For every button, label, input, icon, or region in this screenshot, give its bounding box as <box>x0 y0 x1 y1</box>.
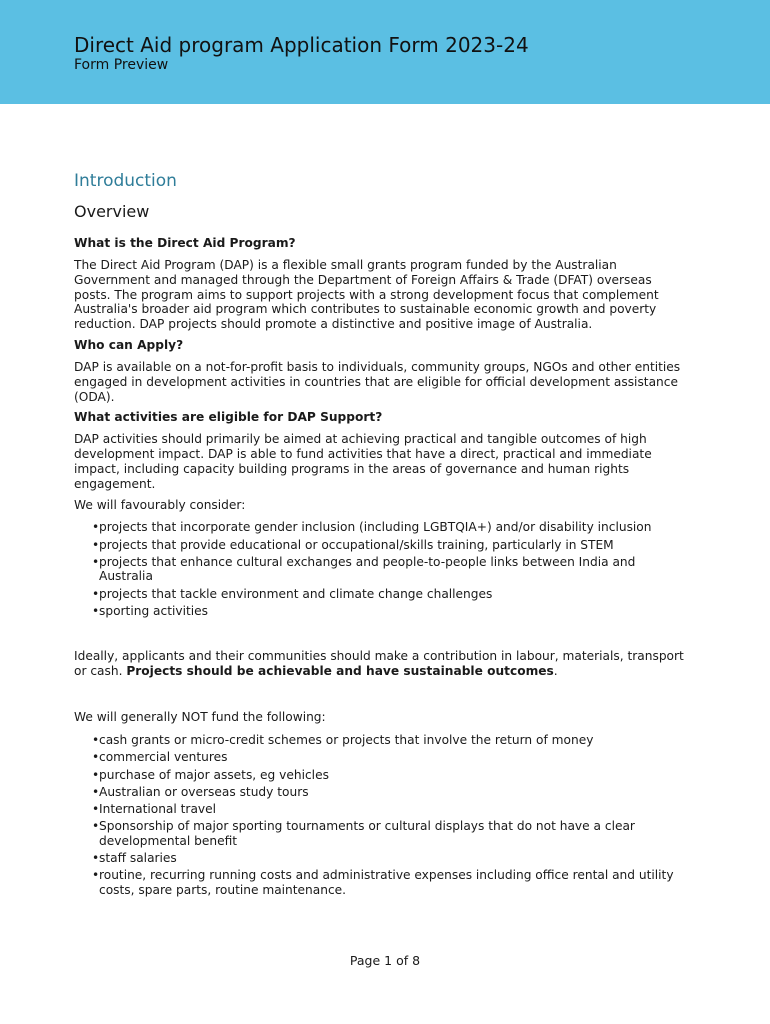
list-item <box>93 851 684 866</box>
bullet-icon: • <box>92 520 100 535</box>
list-item-text: projects that tackle environment and climate change challenges <box>99 586 493 601</box>
list-item <box>93 750 684 765</box>
question-heading-eligible-activities: What activities are eligible for DAP Support? <box>74 410 383 425</box>
list-item-text: projects that provide educational or occupational/skills training, particularly in STEM <box>99 537 614 552</box>
question-heading-what-is-dap: What is the Direct Aid Program? <box>74 236 296 250</box>
bullet-icon: • <box>92 868 100 883</box>
list-item <box>93 604 684 619</box>
bullet-icon: • <box>92 802 100 817</box>
contribution-bold-text: Projects should be achievable and have sustainable outcomes <box>126 663 554 678</box>
bullet-icon: • <box>92 554 100 569</box>
consider-intro: We will favourably consider: <box>74 497 246 512</box>
contribution-text: Ideally, applicants and their communities should make a contribution in labour, materials, transport or cash. <box>74 648 684 678</box>
question-heading-who-can-apply: Who can Apply? <box>74 337 184 352</box>
not-fund-list <box>74 733 684 897</box>
list-item <box>93 802 684 817</box>
bullet-icon: • <box>92 767 100 782</box>
paragraph-who-can-apply: DAP is available on a not-for-profit basis to individuals, community groups, NGOs and other entities engaged in development activities in countries that are eligible for official development assistance (ODA). <box>74 359 681 404</box>
page-number: Page 1 of 8 <box>349 953 421 968</box>
bullet-icon: • <box>92 586 100 601</box>
list-item <box>93 733 684 748</box>
list-item-text: purchase of major assets, eg vehicles <box>99 767 329 782</box>
form-title: Direct Aid program Application Form 2023-24 <box>74 33 529 57</box>
list-item-text: sporting activities <box>99 603 208 618</box>
list-item-text: International travel <box>99 802 217 817</box>
list-item-text: projects that incorporate gender inclusion (including LGBTQIA+) and/or disability inclusion <box>99 520 652 535</box>
form-content <box>74 170 684 900</box>
bullet-icon: • <box>92 733 100 748</box>
list-item <box>93 555 684 584</box>
contribution-paragraph <box>74 649 684 679</box>
bullet-icon: • <box>92 603 100 618</box>
list-item-text: projects that enhance cultural exchanges and people-to-people links between India and Australia <box>99 554 636 584</box>
list-item <box>93 587 684 602</box>
list-item <box>93 520 684 535</box>
list-item-text: Sponsorship of major sporting tournaments or cultural displays that do not have a clear developmental benefit <box>99 819 635 848</box>
list-item <box>93 819 684 848</box>
paragraph-what-is-dap: The Direct Aid Program (DAP) is a flexible small grants program funded by the Australian Government and managed through the Department of Foreign Affairs & Trade (DFAT) overseas posts. The program aims to support projects with a strong development focus that complement Australia's broader aid program which contributes to sustainable economic growth and poverty reduction. DAP projects should promote a distinctive and positive image of Australia. <box>74 258 659 332</box>
bullet-icon: • <box>92 819 100 834</box>
not-fund-intro: We will generally NOT fund the following: <box>74 710 326 725</box>
list-item-text: staff salaries <box>99 851 177 865</box>
bullet-icon: • <box>92 750 100 765</box>
paragraph-eligible-activities: DAP activities should primarily be aimed at achieving practical and tangible outcomes of high development impact. DAP is able to fund activities that have a direct, practical and immediate impact, including capacity building programs in the areas of governance and human rights engagement. <box>74 432 652 491</box>
form-header <box>0 0 770 104</box>
list-item <box>93 768 684 783</box>
bullet-icon: • <box>92 537 100 552</box>
form-subtitle: Form Preview <box>74 57 169 73</box>
bullet-icon: • <box>92 851 100 865</box>
list-item <box>93 538 684 553</box>
bullet-icon: • <box>92 784 100 799</box>
subsection-title: Overview <box>74 202 150 221</box>
section-title: Introduction <box>74 171 177 191</box>
list-item-text: commercial ventures <box>99 750 228 765</box>
consider-list <box>74 520 684 618</box>
contribution-end: . <box>553 663 558 678</box>
list-item-text: Australian or overseas study tours <box>99 784 309 799</box>
list-item-text: routine, recurring running costs and administrative expenses including office rental and utility costs, spare parts, routine maintenance. <box>99 868 674 897</box>
list-item <box>93 785 684 800</box>
list-item-text: cash grants or micro-credit schemes or projects that involve the return of money <box>99 733 594 748</box>
list-item <box>93 868 684 897</box>
